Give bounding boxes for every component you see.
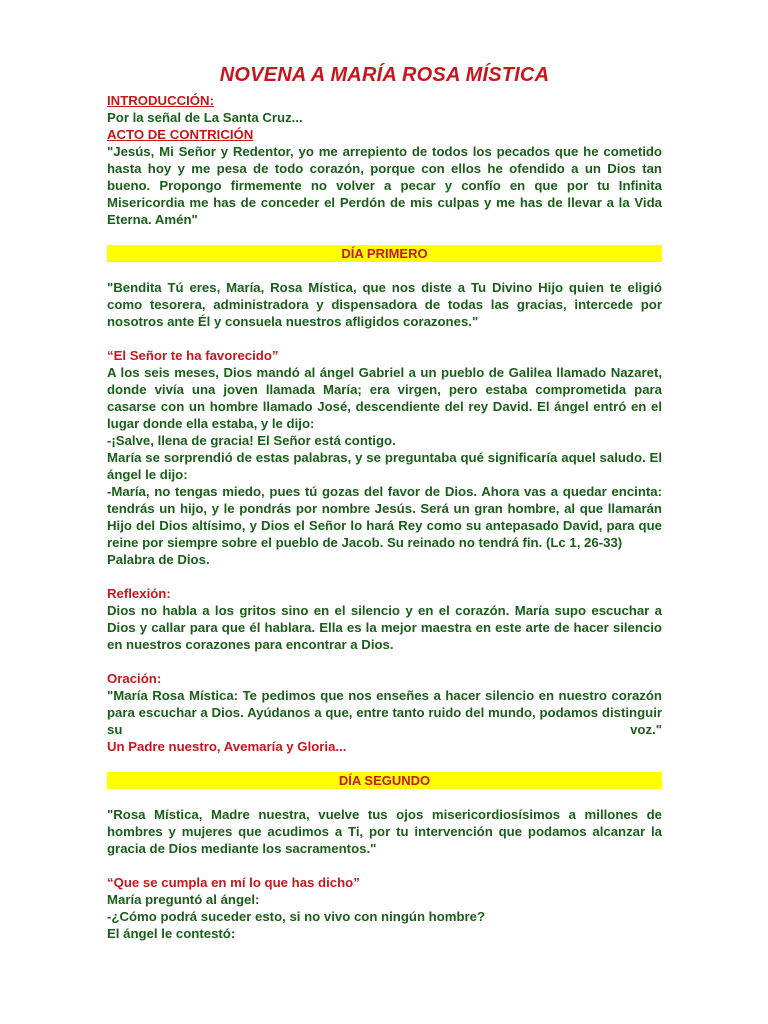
day-one-gospel-paragraph: A los seis meses, Dios mandó al ángel Gabriel a un pueblo de Galilea llamado Nazaret, donde vivía una joven llamada María; era virgen, pero estaba comprometida para casarse con un hombre llamado José, descendiente del rey David. El ángel entró en el lugar donde ella estaba, y le dijo: xyxy=(107,365,662,431)
day-one-banner: DÍA PRIMERO xyxy=(107,245,662,262)
day-two-gospel-paragraph: El ángel le contestó: xyxy=(107,926,236,941)
day-one-reflection-heading: Reflexión: xyxy=(107,586,171,601)
day-one-reflection-text: Dios no habla a los gritos sino en el silencio y en el corazón. María supo escuchar a Dios y callar para que él hablara. Ella es la mejor maestra en este arte de hacer silencio en nuestros corazones para encontrar a Dios. xyxy=(107,603,662,652)
day-one-prayer-text: "María Rosa Mística: Te pedimos que nos enseñes a hacer silencio en nuestro corazón para escuchar a Dios. Ayúdanos a que, entre tanto ruido del mundo, podamos distinguir su voz." xyxy=(107,688,662,737)
day-one-closing-prayers: Un Padre nuestro, Avemaría y Gloria... xyxy=(107,739,347,754)
day-one-gospel-heading: “El Señor te ha favorecido” xyxy=(107,348,279,363)
day-one-gospel-paragraph: -¡Salve, llena de gracia! El Señor está contigo. xyxy=(107,433,396,448)
day-two-gospel-paragraph: -¿Cómo podrá suceder esto, si no vivo con ningún hombre? xyxy=(107,909,486,924)
contrition-text: "Jesús, Mi Señor y Redentor, yo me arrepiento de todos los pecados que he cometido hasta hoy y me pesa de todo corazón, porque con ellos he ofendido a un Dios tan bueno. Propongo firmemente no volver a pecar y confío en que por tu Infinita Misericordia me has de conceder el Perdón de mis culpas y me has de llevar a la Vida Eterna. Amén" xyxy=(107,144,662,227)
intro-heading: INTRODUCCIÓN: xyxy=(107,93,214,108)
day-one-gospel-closing: Palabra de Dios. xyxy=(107,552,210,567)
day-two-opening-prayer: "Rosa Mística, Madre nuestra, vuelve tus ojos misericordiosísimos a millones de hombres y mujeres que acudimos a Ti, por tu intervención que podamos alcanzar la gracia de Dios mediante los sacramentos." xyxy=(107,807,662,856)
document-page xyxy=(107,62,662,942)
day-two-gospel-paragraph: María preguntó al ángel: xyxy=(107,892,260,907)
day-one-gospel-paragraph: -María, no tengas miedo, pues tú gozas del favor de Dios. Ahora vas a quedar encinta: tendrás un hijo, y le pondrás por nombre Jesús. Será un gran hombre, al que llamarán Hijo del Dios altísimo, y Dios el Señor lo hará Rey como su antepasado David, para que reine por siempre sobre el pueblo de Jacob. Su reinado no tendrá fin. (Lc 1, 26-33) xyxy=(107,484,662,550)
contrition-heading: ACTO DE CONTRICIÓN xyxy=(107,127,254,142)
day-two-banner: DÍA SEGUNDO xyxy=(107,772,662,789)
sign-of-cross-line: Por la señal de La Santa Cruz... xyxy=(107,110,303,125)
day-one-prayer-heading: Oración: xyxy=(107,671,162,686)
document-title: NOVENA A MARÍA ROSA MÍSTICA xyxy=(219,64,550,86)
day-one-opening-prayer: "Bendita Tú eres, María, Rosa Mística, que nos diste a Tu Divino Hijo quien te eligió como tesorera, administradora y dispensadora de todas las gracias, intercede por nosotros ante Él y consuela nuestros afligidos corazones." xyxy=(107,280,662,329)
day-two-gospel-heading: “Que se cumpla en mí lo que has dicho” xyxy=(107,875,360,890)
day-one-gospel-paragraph: María se sorprendió de estas palabras, y se preguntaba qué significaría aquel saludo. El ángel le dijo: xyxy=(107,450,662,482)
